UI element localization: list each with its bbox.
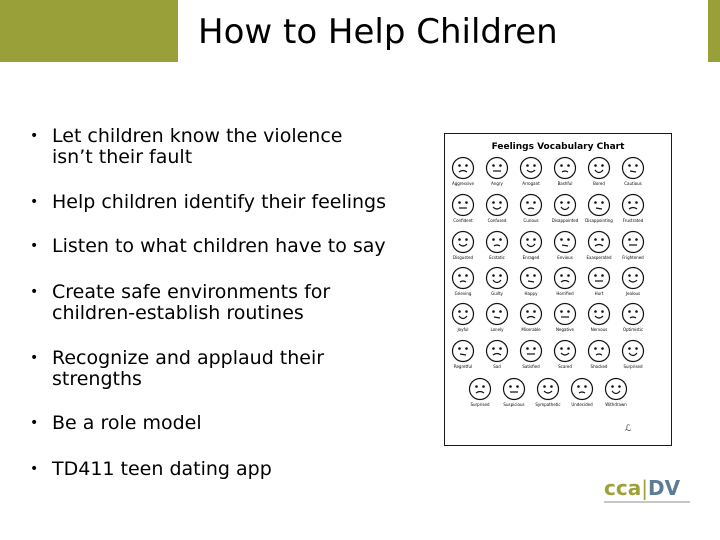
- bullet-dot: •: [30, 415, 39, 431]
- face-label: Disgusted: [452, 255, 473, 260]
- face-label: Sympathetic: [535, 402, 561, 407]
- face-icon: [553, 302, 577, 326]
- face-icon: [621, 193, 645, 217]
- face-icon: [502, 377, 526, 401]
- bullet-text: Let children know the violence isn’t their fault: [52, 125, 343, 168]
- face-label: Hurt: [594, 291, 604, 296]
- face-label: Optimistic: [622, 327, 644, 332]
- face-label: Grieving: [454, 291, 472, 296]
- face-icon: [485, 156, 509, 180]
- face-label: Bored: [593, 181, 605, 186]
- face-icon: [519, 156, 543, 180]
- chart-logo-icon: ℒ: [625, 424, 632, 434]
- logo-dv: DV: [647, 476, 681, 500]
- face-icon: [553, 156, 577, 180]
- bullet-text: TD411 teen dating app: [52, 458, 272, 480]
- bullet-text: Create safe environments for children-establish routines: [52, 281, 331, 324]
- face-icon: [553, 230, 577, 254]
- face-icon: [451, 339, 475, 363]
- face-icon: [451, 266, 475, 290]
- face-icon: [536, 377, 560, 401]
- face-label: Surprised: [623, 364, 643, 369]
- bullet-text: Be a role model: [52, 412, 202, 434]
- bullet-dot: •: [30, 128, 39, 144]
- face-label: Negative: [556, 327, 574, 332]
- face-label: Confident: [453, 218, 473, 223]
- face-icon: [621, 230, 645, 254]
- face-label: Miserable: [521, 327, 541, 332]
- face-label: Disappointed: [551, 218, 579, 223]
- bullet-dot: •: [30, 350, 39, 366]
- bullet-text: Recognize and applaud their strengths: [52, 347, 325, 390]
- face-label: Undecided: [571, 402, 593, 407]
- page-title: How to Help Children: [198, 12, 558, 52]
- face-icon: [587, 302, 611, 326]
- face-label: Withdrawn: [605, 402, 627, 407]
- face-label: Satisfied: [522, 364, 540, 369]
- face-icon: [519, 302, 543, 326]
- face-label: Frustrated: [622, 218, 644, 223]
- bullet-item: [30, 126, 430, 189]
- face-label: Suspicious: [503, 402, 525, 407]
- face-icon: [553, 339, 577, 363]
- face-label: Bashful: [557, 181, 573, 186]
- face-label: Arrogant: [522, 181, 540, 186]
- bullet-text: Help children identify their feelings: [52, 191, 387, 213]
- bullet-dot: •: [30, 284, 39, 300]
- feelings-chart-title: Feelings Vocabulary Chart: [491, 142, 625, 152]
- face-label: Exasperated: [586, 255, 612, 260]
- face-icon: [519, 339, 543, 363]
- face-icon: [451, 193, 475, 217]
- face-icon: [587, 230, 611, 254]
- face-icon: [621, 156, 645, 180]
- bullet-item: [30, 348, 430, 411]
- face-icon: [621, 339, 645, 363]
- bullet-dot: •: [30, 194, 39, 210]
- face-icon: [587, 266, 611, 290]
- face-icon: [519, 266, 543, 290]
- face-label: Confused: [487, 218, 507, 223]
- face-icon: [485, 266, 509, 290]
- face-label: Curious: [523, 218, 539, 223]
- face-icon: [468, 377, 492, 401]
- face-label: Cautious: [624, 181, 642, 186]
- face-icon: [519, 193, 543, 217]
- face-label: Frightened: [622, 255, 644, 260]
- face-label: Jealous: [625, 291, 641, 296]
- face-icon: [553, 193, 577, 217]
- bullet-dot: •: [30, 238, 39, 254]
- face-icon: [485, 193, 509, 217]
- face-icon: [451, 156, 475, 180]
- logo-separator: |: [641, 476, 648, 500]
- face-label: Disappointing: [585, 218, 613, 223]
- face-label: Enraged: [522, 255, 540, 260]
- face-label: Guilty: [491, 291, 503, 296]
- face-icon: [485, 230, 509, 254]
- face-label: Surprised: [470, 402, 490, 407]
- face-icon: [587, 156, 611, 180]
- face-icon: [621, 302, 645, 326]
- face-label: Happy: [524, 291, 538, 296]
- face-icon: [485, 302, 509, 326]
- face-icon: [587, 339, 611, 363]
- face-label: Angry: [491, 181, 503, 186]
- face-label: Aggressive: [452, 181, 474, 186]
- face-icon: [604, 377, 628, 401]
- face-label: Envious: [557, 255, 573, 260]
- feelings-chart-image: [444, 133, 672, 446]
- face-label: Nervous: [590, 327, 608, 332]
- face-label: Joyful: [457, 327, 469, 332]
- face-label: Sad: [493, 364, 501, 369]
- face-icon: [587, 193, 611, 217]
- face-label: Ecstatic: [489, 255, 505, 260]
- face-icon: [451, 302, 475, 326]
- face-icon: [621, 266, 645, 290]
- face-icon: [451, 230, 475, 254]
- face-icon: [519, 230, 543, 254]
- face-label: Lonely: [490, 327, 504, 332]
- cca-dv-logo: [604, 476, 680, 500]
- face-icon: [570, 377, 594, 401]
- face-label: Horrified: [556, 291, 574, 296]
- bullet-item: [30, 282, 430, 345]
- bullet-text: Listen to what children have to say: [52, 235, 386, 257]
- face-label: Scared: [558, 364, 572, 369]
- bullet-dot: •: [30, 461, 39, 477]
- bullet-item: [30, 459, 430, 522]
- face-label: Shocked: [590, 364, 608, 369]
- logo-tagline-line: [604, 501, 690, 503]
- face-label: Regretful: [453, 364, 473, 369]
- logo-cca: cca: [604, 476, 642, 500]
- face-icon: [553, 266, 577, 290]
- face-icon: [485, 339, 509, 363]
